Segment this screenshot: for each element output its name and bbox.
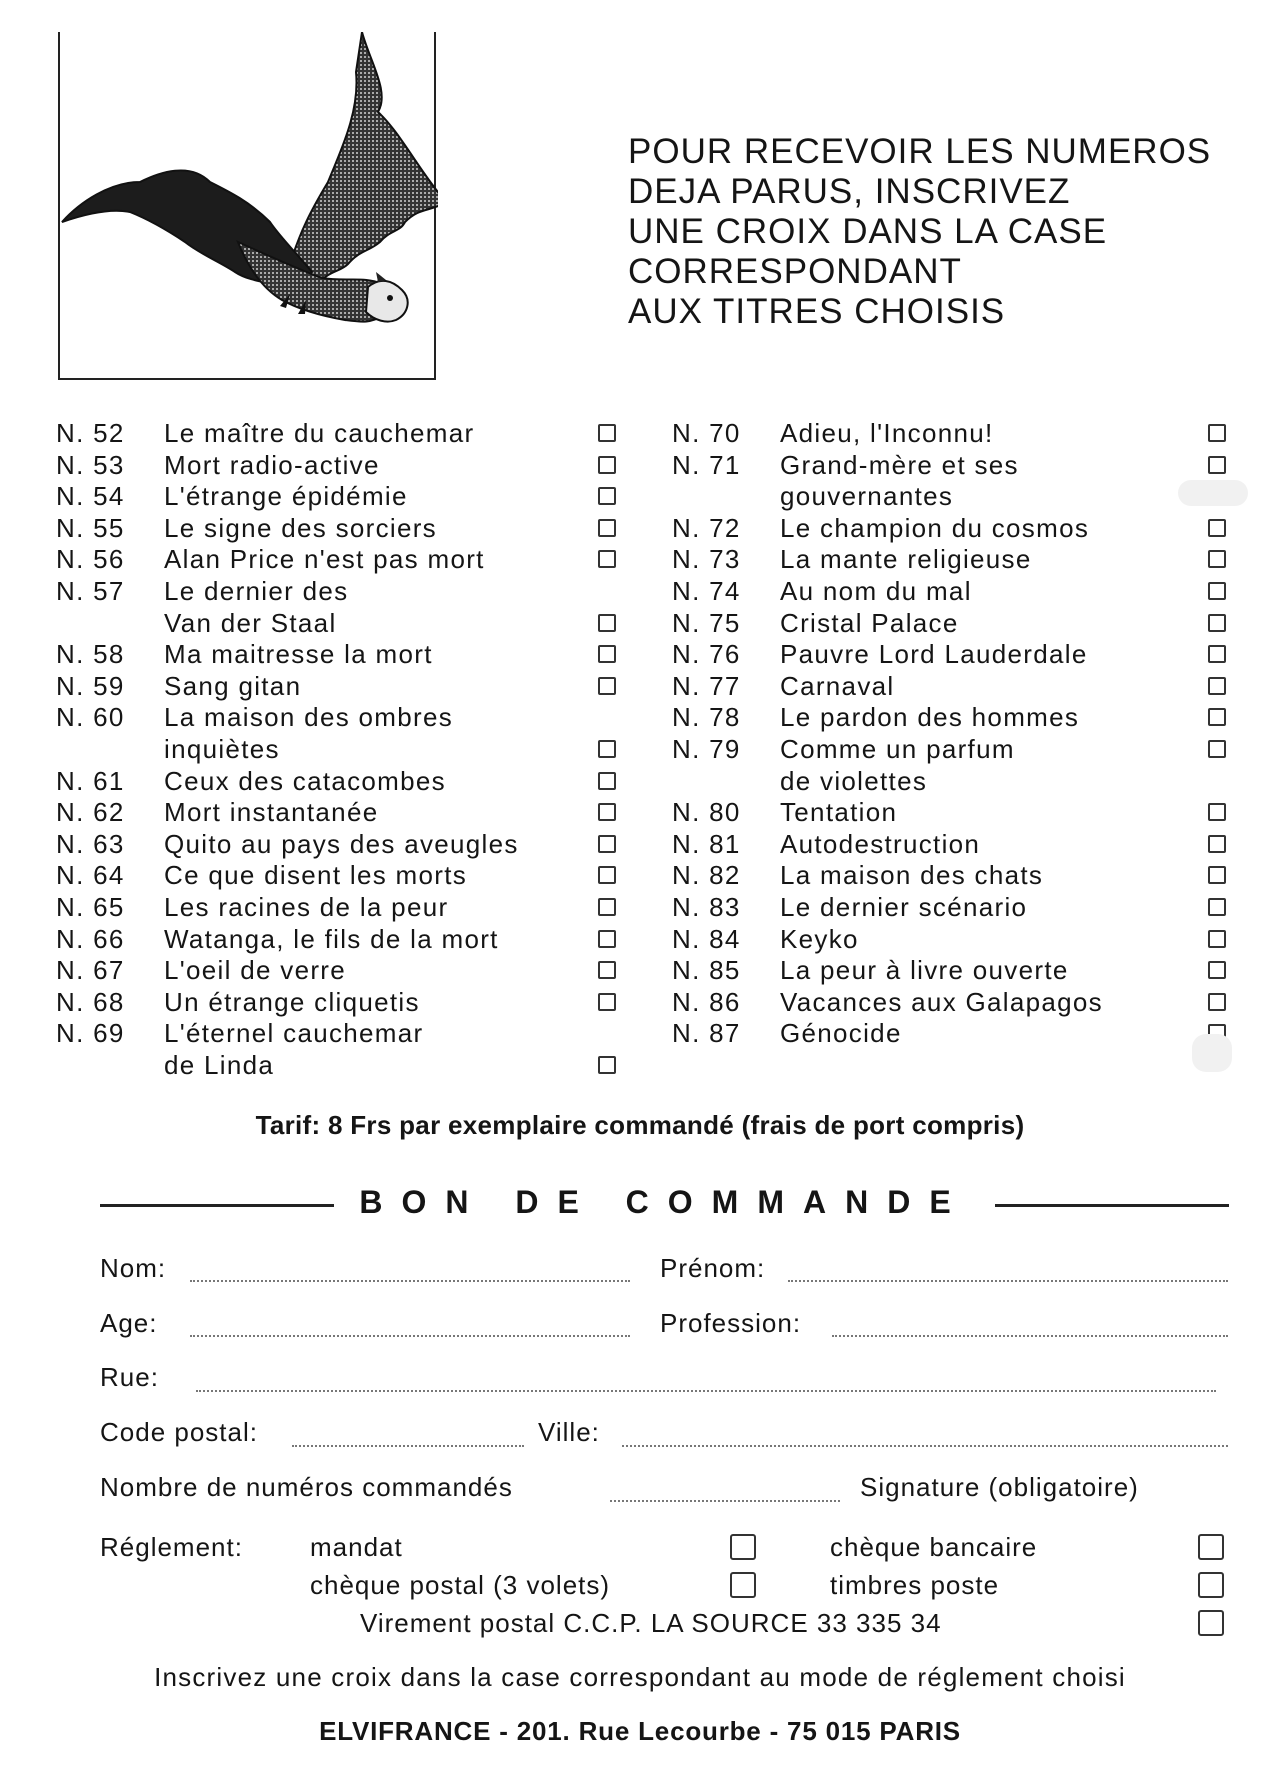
issue-checkbox[interactable]: [598, 740, 616, 758]
issue-title: La mante religieuse: [780, 544, 1032, 575]
prenom-label: Prénom:: [660, 1253, 766, 1283]
issue-row: [672, 637, 1232, 669]
issue-row: [672, 795, 1232, 827]
paper-smudge: [1178, 480, 1248, 506]
issue-title: Keyko: [780, 923, 859, 954]
issue-number: N. 78: [672, 702, 741, 733]
issue-row: [672, 574, 1232, 606]
payment-mandat-checkbox[interactable]: [730, 1534, 756, 1560]
issue-number: N. 80: [672, 797, 741, 828]
issue-list-right: [672, 416, 1232, 1048]
issue-number: N. 84: [672, 923, 741, 954]
issue-number: N. 68: [56, 986, 125, 1017]
issue-row: [56, 637, 631, 669]
issue-row: [672, 827, 1232, 859]
intro-line: CORRESPONDANT: [628, 252, 962, 291]
issue-title: Grand-mère et ses: [780, 449, 1019, 480]
issue-number: N. 65: [56, 891, 125, 922]
issue-row: [56, 479, 631, 511]
issue-checkbox[interactable]: [1208, 898, 1226, 916]
issue-row: [672, 511, 1232, 543]
issue-number: N. 62: [56, 797, 125, 828]
ville-field[interactable]: [622, 1445, 1228, 1447]
issue-title: Autodestruction: [780, 828, 981, 859]
issue-row: [672, 1016, 1232, 1048]
title-rule-left: [100, 1204, 334, 1207]
issue-title: Génocide: [780, 1018, 902, 1049]
issue-number: N. 60: [56, 702, 125, 733]
age-field[interactable]: [190, 1335, 630, 1337]
issue-number: N. 81: [672, 828, 741, 859]
issue-number: N. 74: [672, 575, 741, 606]
issue-title: L'étrange épidémie: [164, 481, 408, 512]
intro-line: DEJA PARUS, INSCRIVEZ: [628, 172, 1071, 211]
issue-title: Sang gitan: [164, 670, 302, 701]
issue-title: Ce que disent les morts: [164, 860, 468, 891]
issue-number: N. 64: [56, 860, 125, 891]
issue-title: de violettes: [780, 765, 928, 796]
issue-number: N. 56: [56, 544, 125, 575]
issue-checkbox[interactable]: [1208, 614, 1226, 632]
issue-row: [672, 700, 1232, 732]
footer-note: Inscrivez une croix dans la case correspondant au mode de réglement choisi: [154, 1662, 1126, 1692]
payment-cheque-postal-label: chèque postal (3 volets): [310, 1570, 611, 1600]
issue-title: Vacances aux Galapagos: [780, 986, 1103, 1017]
issue-row: [56, 858, 631, 890]
issue-row: [672, 890, 1232, 922]
issue-number: N. 66: [56, 923, 125, 954]
issue-number: N. 53: [56, 449, 125, 480]
issue-row: [56, 448, 631, 480]
issue-number: N. 59: [56, 670, 125, 701]
issue-checkbox[interactable]: [1208, 645, 1226, 663]
issue-title: Ma maitresse la mort: [164, 639, 433, 670]
issue-title: Le champion du cosmos: [780, 512, 1090, 543]
issue-row: [56, 574, 631, 637]
payment-virement-checkbox[interactable]: [1198, 1610, 1224, 1636]
issue-number: N. 73: [672, 544, 741, 575]
issue-checkbox[interactable]: [1208, 708, 1226, 726]
issue-title: inquiètes: [164, 733, 280, 764]
issue-title: Cristal Palace: [780, 607, 959, 638]
nom-field[interactable]: [190, 1280, 630, 1282]
issue-row: [56, 890, 631, 922]
issue-checkbox[interactable]: [1208, 930, 1226, 948]
intro-line: UNE CROIX DANS LA CASE: [628, 212, 1108, 251]
issue-checkbox[interactable]: [1208, 740, 1226, 758]
payment-cheque-bancaire-checkbox[interactable]: [1198, 1534, 1224, 1560]
issue-checkbox[interactable]: [598, 930, 616, 948]
ville-label: Ville:: [538, 1417, 600, 1447]
issue-title: La peur à livre ouverte: [780, 955, 1069, 986]
bat-illustration-frame: [58, 32, 436, 380]
issue-row: [56, 764, 631, 796]
issue-number: N. 87: [672, 1018, 741, 1049]
payment-virement-label: Virement postal C.C.P. LA SOURCE 33 335 34: [360, 1608, 942, 1638]
issue-checkbox[interactable]: [598, 803, 616, 821]
issue-number: N. 79: [672, 733, 741, 764]
issue-title: La maison des ombres: [164, 702, 454, 733]
issue-checkbox[interactable]: [598, 866, 616, 884]
nombre-label: Nombre de numéros commandés: [100, 1472, 513, 1502]
issue-title: Au nom du mal: [780, 575, 972, 606]
issue-row: [56, 827, 631, 859]
issue-number: N. 82: [672, 860, 741, 891]
issue-checkbox[interactable]: [598, 1056, 616, 1074]
issue-title: de Linda: [164, 1049, 275, 1080]
issue-number: N. 72: [672, 512, 741, 543]
issue-number: N. 58: [56, 639, 125, 670]
issue-row: [672, 732, 1232, 795]
issue-row: [56, 511, 631, 543]
issue-checkbox[interactable]: [598, 961, 616, 979]
intro-text: [628, 132, 1248, 332]
nom-label: Nom:: [100, 1253, 167, 1283]
issue-title: Le dernier scénario: [780, 891, 1028, 922]
issue-row: [56, 416, 631, 448]
issue-list-left: [56, 416, 631, 1079]
issue-title: Le maître du cauchemar: [164, 418, 475, 448]
payment-timbres-label: timbres poste: [830, 1570, 1000, 1600]
issue-row: [672, 858, 1232, 890]
issue-checkbox[interactable]: [598, 993, 616, 1011]
issue-checkbox[interactable]: [598, 772, 616, 790]
issue-title: L'oeil de verre: [164, 955, 346, 986]
issue-checkbox[interactable]: [1208, 677, 1226, 695]
issue-title: Adieu, l'Inconnu!: [780, 418, 994, 448]
issue-number: N. 67: [56, 955, 125, 986]
issue-title: Watanga, le fils de la mort: [164, 923, 499, 954]
rue-label: Rue:: [100, 1362, 159, 1392]
issue-number: N. 52: [56, 418, 125, 448]
issue-row: [56, 542, 631, 574]
issue-checkbox[interactable]: [1208, 866, 1226, 884]
issue-checkbox[interactable]: [598, 487, 616, 505]
issue-checkbox[interactable]: [598, 645, 616, 663]
issue-checkbox[interactable]: [1208, 519, 1226, 537]
bat-illustration: [60, 32, 438, 380]
issue-row: [56, 1016, 631, 1079]
issue-row: [672, 669, 1232, 701]
code-postal-field[interactable]: [292, 1445, 524, 1447]
issue-checkbox[interactable]: [598, 456, 616, 474]
issue-row: [56, 953, 631, 985]
issue-title: La maison des chats: [780, 860, 1044, 891]
publisher-address: ELVIFRANCE - 201. Rue Lecourbe - 75 015 PARIS: [319, 1716, 961, 1746]
issue-checkbox[interactable]: [598, 898, 616, 916]
issue-checkbox[interactable]: [598, 677, 616, 695]
issue-checkbox[interactable]: [1208, 582, 1226, 600]
issue-checkbox[interactable]: [598, 550, 616, 568]
issue-number: N. 55: [56, 512, 125, 543]
issue-row: [56, 700, 631, 763]
issue-row: [672, 416, 1232, 448]
issue-number: N. 86: [672, 986, 741, 1017]
payment-cheque-postal-checkbox[interactable]: [730, 1572, 756, 1598]
issue-number: N. 61: [56, 765, 125, 796]
issue-number: N. 77: [672, 670, 741, 701]
issue-row: [672, 606, 1232, 638]
issue-number: N. 63: [56, 828, 125, 859]
intro-line: AUX TITRES CHOISIS: [628, 292, 1006, 331]
paper-smudge: [1192, 1034, 1232, 1072]
profession-label: Profession:: [660, 1308, 802, 1338]
issue-row: [56, 795, 631, 827]
issue-title: Mort radio-active: [164, 449, 380, 480]
issue-checkbox[interactable]: [1208, 961, 1226, 979]
issue-row: [56, 669, 631, 701]
issue-title: Carnaval: [780, 670, 895, 701]
issue-title: Alan Price n'est pas mort: [164, 544, 485, 575]
code-postal-label: Code postal:: [100, 1417, 258, 1447]
issue-title: Tentation: [780, 797, 898, 828]
issue-number: N. 85: [672, 955, 741, 986]
issue-title: Les racines de la peur: [164, 891, 449, 922]
order-form-title: BON DE COMMANDE: [359, 1184, 970, 1220]
issue-number: N. 71: [672, 449, 741, 480]
issue-checkbox[interactable]: [598, 835, 616, 853]
age-label: Age:: [100, 1308, 158, 1338]
issue-checkbox[interactable]: [598, 614, 616, 632]
issue-row: [672, 953, 1232, 985]
issue-row: [672, 542, 1232, 574]
issue-number: N. 54: [56, 481, 125, 512]
issue-number: N. 76: [672, 639, 741, 670]
issue-title: L'éternel cauchemar: [164, 1018, 424, 1049]
issue-number: N. 75: [672, 607, 741, 638]
issue-title: Pauvre Lord Lauderdale: [780, 639, 1088, 670]
issue-title: Le signe des sorciers: [164, 512, 437, 543]
issue-checkbox[interactable]: [1208, 424, 1226, 442]
rue-field[interactable]: [196, 1390, 1216, 1392]
payment-mandat-label: mandat: [310, 1532, 403, 1562]
issue-row: [56, 985, 631, 1017]
prenom-field[interactable]: [788, 1280, 1228, 1282]
nombre-field[interactable]: [610, 1500, 840, 1502]
issue-row: [672, 985, 1232, 1017]
issue-title: Le pardon des hommes: [780, 702, 1080, 733]
issue-number: N. 57: [56, 575, 125, 606]
signature-label: Signature (obligatoire): [860, 1472, 1139, 1502]
intro-line: POUR RECEVOIR LES NUMEROS: [628, 132, 1212, 171]
issue-row: [56, 922, 631, 954]
issue-number: N. 83: [672, 891, 741, 922]
profession-field[interactable]: [832, 1335, 1228, 1337]
issue-row: [672, 448, 1232, 511]
issue-row: [672, 922, 1232, 954]
issue-title: Quito au pays des aveugles: [164, 828, 519, 859]
issue-checkbox[interactable]: [1208, 803, 1226, 821]
reglement-label: Réglement:: [100, 1532, 243, 1562]
issue-checkbox[interactable]: [598, 519, 616, 537]
tarif-text: Tarif: 8 Frs par exemplaire commandé (frais de port compris): [255, 1110, 1025, 1140]
payment-timbres-checkbox[interactable]: [1198, 1572, 1224, 1598]
issue-checkbox[interactable]: [1208, 835, 1226, 853]
issue-checkbox[interactable]: [598, 424, 616, 442]
issue-title: Van der Staal: [164, 607, 337, 638]
issue-title: Mort instantanée: [164, 797, 379, 828]
issue-title: Un étrange cliquetis: [164, 986, 420, 1017]
issue-number: N. 70: [672, 418, 741, 448]
payment-cheque-bancaire-label: chèque bancaire: [830, 1532, 1038, 1562]
issue-title: Ceux des catacombes: [164, 765, 446, 796]
issue-checkbox[interactable]: [1208, 993, 1226, 1011]
issue-checkbox[interactable]: [1208, 456, 1226, 474]
issue-title: Le dernier des: [164, 575, 349, 606]
issue-title: Comme un parfum: [780, 733, 1015, 764]
issue-checkbox[interactable]: [1208, 550, 1226, 568]
issue-number: N. 69: [56, 1018, 125, 1049]
issue-title: gouvernantes: [780, 481, 954, 512]
title-rule-right: [995, 1204, 1229, 1207]
